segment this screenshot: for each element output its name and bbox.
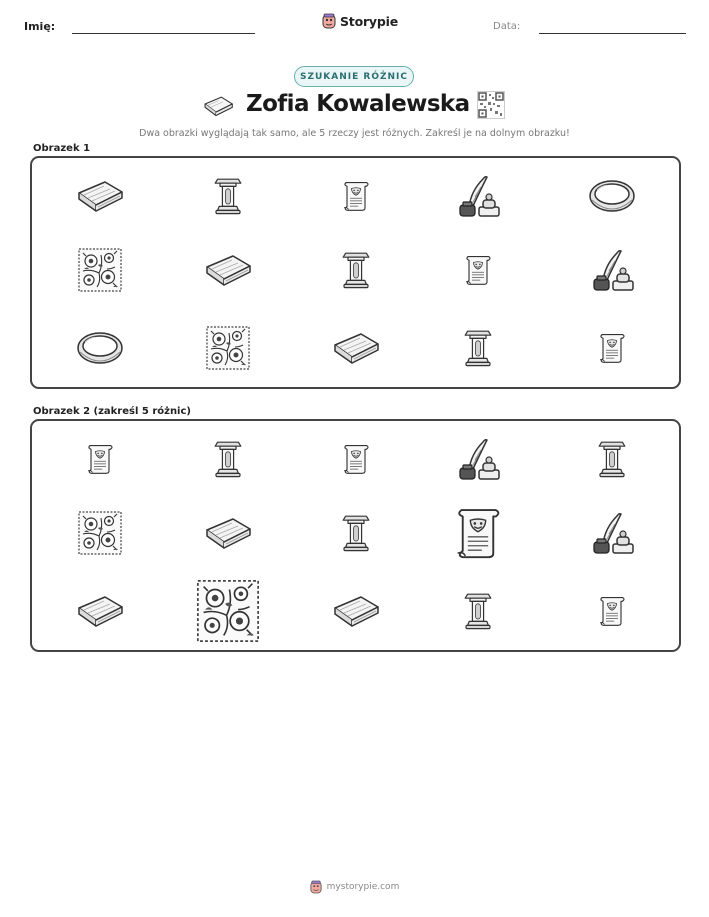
scroll-icon[interactable] [452,505,504,561]
mascot-icon [310,880,322,894]
lectern-icon[interactable] [212,436,244,482]
scroll-icon[interactable] [597,331,627,365]
quill-inkwell-icon[interactable] [451,173,505,219]
qr-code-icon [477,91,505,123]
lectern-icon[interactable] [462,588,494,634]
logo-text: Storypie [340,13,398,29]
footer [0,880,709,894]
name-line[interactable] [72,33,255,34]
book-icon[interactable] [203,252,253,288]
scroll-icon[interactable] [463,253,493,287]
quill-inkwell-icon[interactable] [585,247,639,293]
scroll-icon[interactable] [597,594,627,628]
book-icon [201,94,235,122]
date-label: Data: [493,21,521,32]
floral-tile-icon[interactable] [77,510,123,556]
scroll-icon[interactable] [341,442,371,476]
footer-url[interactable]: mystorypie.com [326,882,400,892]
instructions: Dwa obrazki wyglądają tak samo, ale 5 rzeczy jest różnych. Zakreśl je na dolnym obrazku! [139,128,570,139]
book-icon[interactable] [75,178,125,214]
page-title: Zofia Kowalewska [246,91,470,117]
quill-inkwell-icon[interactable] [451,436,505,482]
name-label: Imię: [24,20,56,33]
lectern-icon[interactable] [340,510,372,556]
scroll-icon[interactable] [341,179,371,213]
book-icon[interactable] [75,593,125,629]
storypie-logo [322,13,398,29]
ring-icon[interactable] [586,176,638,216]
floral-tile-icon[interactable] [77,247,123,293]
quill-inkwell-icon[interactable] [585,510,639,556]
book-icon[interactable] [331,330,381,366]
lectern-icon[interactable] [596,436,628,482]
lectern-icon[interactable] [462,325,494,371]
lectern-icon[interactable] [212,173,244,219]
panel-1-label: Obrazek 1 [33,143,91,154]
floral-tile-icon[interactable] [205,325,251,371]
book-icon[interactable] [203,515,253,551]
book-icon[interactable] [331,593,381,629]
ring-icon[interactable] [74,328,126,368]
floral-tile-icon[interactable] [195,578,261,644]
date-line[interactable] [539,33,686,34]
lectern-icon[interactable] [340,247,372,293]
mascot-icon [322,13,336,29]
panel-2-label: Obrazek 2 (zakreśl 5 różnic) [33,406,191,417]
scroll-icon[interactable] [85,442,115,476]
activity-badge: SZUKANIE RÓŻNIC [294,66,414,87]
